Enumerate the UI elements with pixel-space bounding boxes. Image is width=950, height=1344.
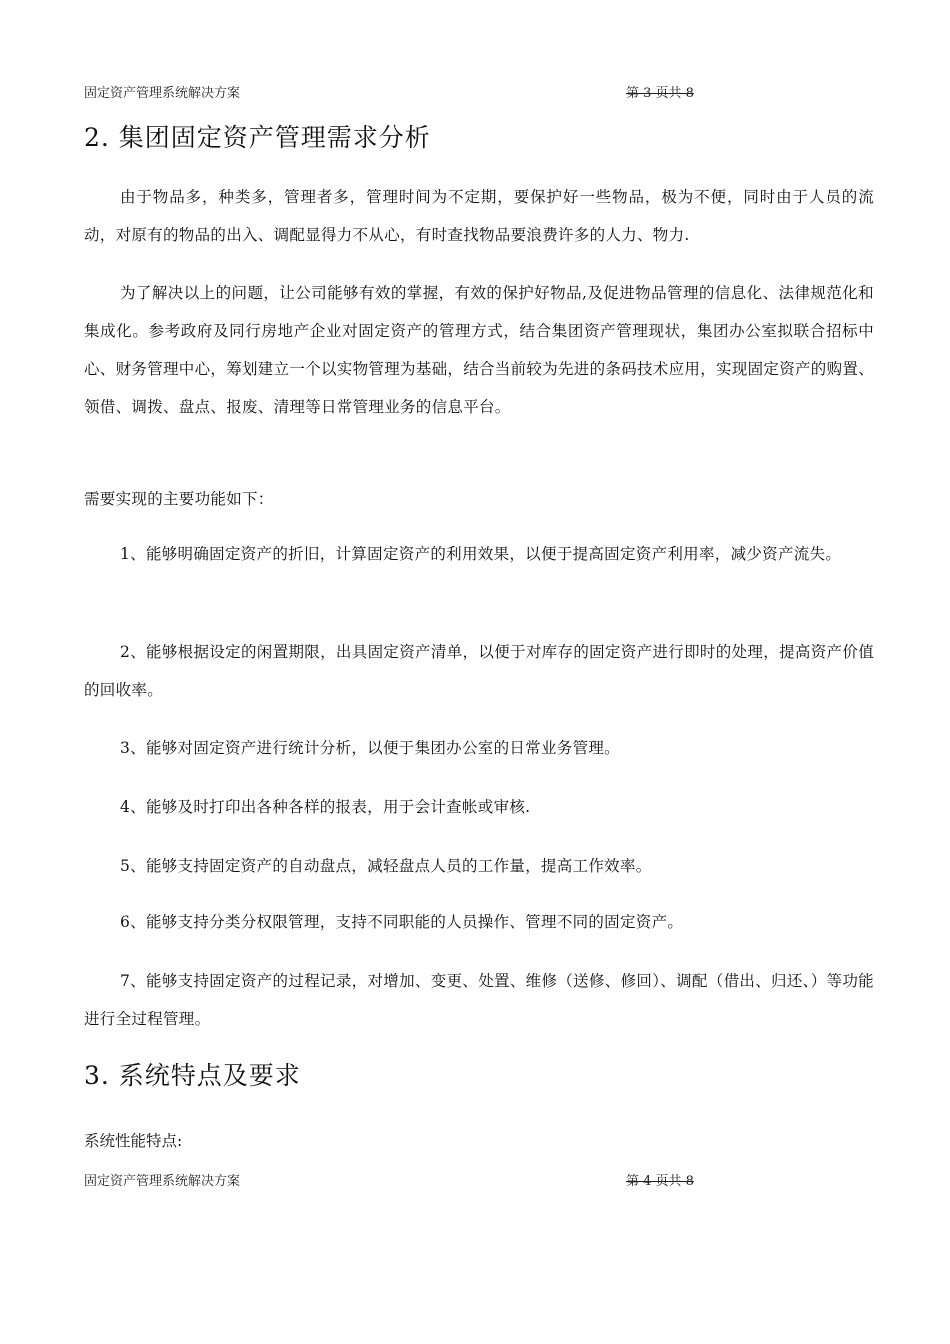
section-heading: 3. 系统特点及要求 [84, 1061, 301, 1090]
paragraph: 为了解决以上的问题，让公司能够有效的掌握，有效的保护好物品,及促进物品管理的信息化、法律规范化和集成化。参考政府及同行房地产企业对固定资产的管理方式，结合集团资产管理现状，集团办公室拟联合招标中心、财务管理中心，筹划建立一个以实物管理为基础，结合当前较为先进的条码技术应用，实现固定资产的购置、领借、调拨、盘点、报废、清理等日常管理业务的信息平台。 [84, 284, 875, 416]
list-item: 4、能够及时打印出各种各样的报表，用于会计查帐或审核. [120, 798, 531, 816]
subsection-label: 系统性能特点: [84, 1132, 183, 1150]
list-intro: 需要实现的主要功能如下： [84, 490, 274, 508]
list-item: 5、能够支持固定资产的自动盘点，减轻盘点人员的工作量，提高工作效率。 [120, 857, 652, 875]
list-item: 6、能够支持分类分权限管理，支持不同职能的人员操作、管理不同的固定资产。 [120, 913, 684, 931]
header-page-number: 第 4 页共 8 [626, 1174, 694, 1189]
list-item: 2、能够根据设定的闲置期限，出具固定资产清单，以便于对库存的固定资产进行即时的处理，提高资产价值的回收率。 [84, 643, 874, 699]
list-item: 3、能够对固定资产进行统计分析，以便于集团办公室的日常业务管理。 [120, 739, 620, 757]
header-title: 固定资产管理系统解决方案 [84, 86, 241, 101]
list-item: 7、能够支持固定资产的过程记录，对增加、变更、处置、维修（送修、修回）、调配（借出、归还、）等功能进行全过程管理。 [84, 972, 874, 1028]
list-item: 1、能够明确固定资产的折旧，计算固定资产的利用效果，以便于提高固定资产利用率，减少资产流失。 [120, 545, 842, 563]
header-title: 固定资产管理系统解决方案 [84, 1174, 241, 1189]
paragraph: 由于物品多，种类多，管理者多，管理时间为不定期，要保护好一些物品，极为不便，同时由于人员的流动，对原有的物品的出入、调配显得力不从心，有时查找物品要浪费许多的人力、物力. [84, 188, 874, 244]
section-heading: 2. 集团固定资产管理需求分析 [84, 123, 431, 152]
header-page-number: 第 3 页共 8 [626, 86, 694, 101]
